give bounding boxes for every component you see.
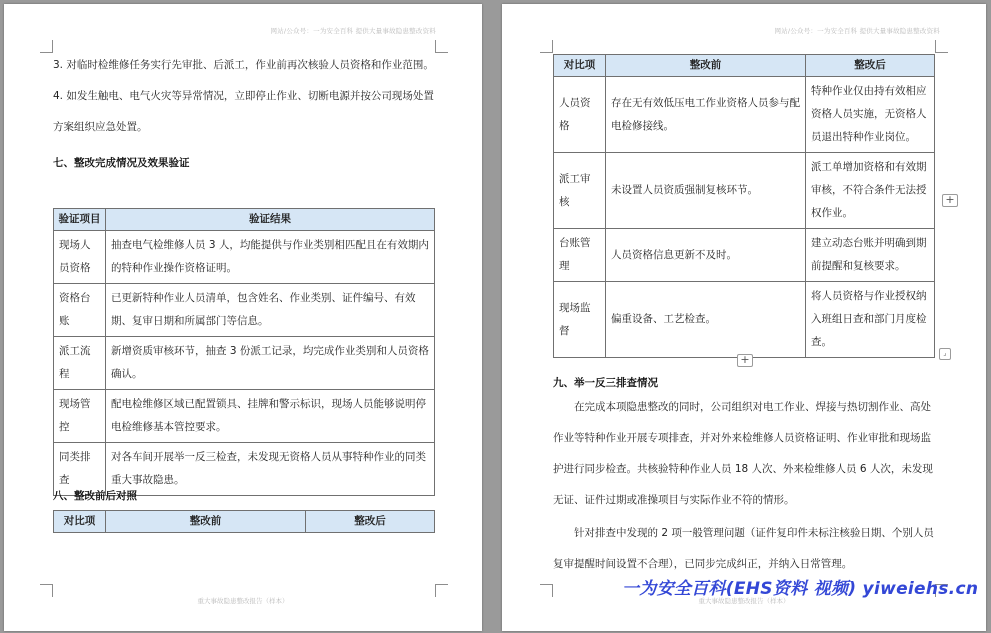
table-row bbox=[54, 390, 435, 443]
table-header-row bbox=[54, 511, 435, 533]
table-header-cell: 验证结果 bbox=[106, 209, 435, 231]
page-header: 网站/公众号：一为安全百科 提供大量事故隐患整改资料 bbox=[774, 27, 940, 35]
crop-mark bbox=[40, 40, 53, 53]
paragraph: 针对排查中发现的 2 项一般管理问题（证件复印件未标注核验日期、个别人员复审提醒时间设置不合理），已同步完成纠正，并纳入日常管理。 bbox=[553, 527, 934, 570]
table-row bbox=[554, 153, 935, 229]
section-heading: 七、整改完成情况及效果验证 bbox=[53, 157, 190, 169]
table-cell[interactable]: 人员资格 bbox=[554, 77, 606, 153]
table-cell[interactable]: 资格台账 bbox=[54, 284, 106, 337]
table-header-cell: 验证项目 bbox=[54, 209, 106, 231]
document-page-right bbox=[502, 4, 986, 631]
section-heading: 九、举一反三排查情况 bbox=[553, 377, 658, 389]
watermark-text: 一为安全百科(EHS资料 视频) yiweiehs.cn bbox=[622, 579, 979, 599]
table-cell[interactable]: 新增资质审核环节，抽查 3 份派工记录，均完成作业类别和人员资格确认。 bbox=[106, 337, 435, 390]
table-cell[interactable]: 现场监督 bbox=[554, 282, 606, 358]
paragraph: 4. 如发生触电、电气火灾等异常情况，立即停止作业、切断电源并按公司现场处置方案组织应急处置。 bbox=[53, 90, 434, 133]
body-text[interactable] bbox=[53, 50, 441, 170]
table-header-cell: 整改后 bbox=[806, 55, 935, 77]
plus-icon[interactable]: + bbox=[737, 354, 753, 367]
table-cell[interactable]: 未设置人员资质强制复核环节。 bbox=[606, 153, 806, 229]
table-cell[interactable]: 特种作业仅由持有效相应资格人员实施，无资格人员退出特种作业岗位。 bbox=[806, 77, 935, 153]
table-header-cell: 整改后 bbox=[306, 511, 435, 533]
document-page-left bbox=[4, 4, 482, 631]
table-row bbox=[54, 231, 435, 284]
table-cell[interactable]: 同类排查 bbox=[54, 443, 106, 496]
section-heading: 八、整改前后对照 bbox=[53, 490, 137, 502]
table-header-cell: 整改前 bbox=[606, 55, 806, 77]
table-cell[interactable]: 派工单增加资格和有效期审核，不符合条件无法授权作业。 bbox=[806, 153, 935, 229]
table-cell[interactable]: 将人员资格与作业授权纳入班组日查和部门月度检查。 bbox=[806, 282, 935, 358]
table-cell[interactable]: 对各车间开展举一反三检查，未发现无资格人员从事特种作业的同类重大事故隐患。 bbox=[106, 443, 435, 496]
corner-handle-icon[interactable]: ⌟ bbox=[939, 348, 951, 360]
table-row bbox=[54, 284, 435, 337]
table-cell[interactable]: 现场人员资格 bbox=[54, 231, 106, 284]
table-cell[interactable]: 偏重设备、工艺检查。 bbox=[606, 282, 806, 358]
table-header-cell: 对比项 bbox=[554, 55, 606, 77]
table-cell[interactable]: 人员资格信息更新不及时。 bbox=[606, 229, 806, 282]
paragraph: 3. 对临时检维修任务实行先审批、后派工，作业前再次核验人员资格和作业范围。 bbox=[53, 59, 434, 71]
verification-table[interactable] bbox=[53, 208, 435, 496]
crop-mark bbox=[540, 40, 553, 53]
table-row bbox=[554, 282, 935, 358]
table-row bbox=[54, 337, 435, 390]
table-row bbox=[554, 229, 935, 282]
table-cell[interactable]: 已更新特种作业人员清单，包含姓名、作业类别、证件编号、有效期、复审日期和所属部门等信息。 bbox=[106, 284, 435, 337]
paragraph: 在完成本项隐患整改的同时，公司组织对电工作业、焊接与热切割作业、高处作业等特种作业开展专项排查，并对外来检维修人员资格证明、作业审批和现场监护进行同步检查。共核验特种作业人员 18 人次、外来检维修人员 6 人次，未发现无证、证件过期或准操项目与实际作业不符的情形。 bbox=[553, 401, 933, 506]
table-cell[interactable]: 现场管控 bbox=[54, 390, 106, 443]
table-header-row bbox=[54, 209, 435, 231]
page-header: 网站/公众号：一为安全百科 提供大量事故隐患整改资料 bbox=[270, 27, 436, 35]
table-cell[interactable]: 派工审核 bbox=[554, 153, 606, 229]
page-footer: 重大事故隐患整改报告（样本） bbox=[197, 597, 289, 605]
table-cell[interactable]: 存在无有效低压电工作业资格人员参与配电检修接线。 bbox=[606, 77, 806, 153]
table-cell[interactable]: 配电检维修区域已配置锁具、挂牌和警示标识，现场人员能够说明停电检维修基本管控要求。 bbox=[106, 390, 435, 443]
crop-mark bbox=[935, 40, 948, 53]
table-cell[interactable]: 抽查电气检维修人员 3 人，均能提供与作业类别相匹配且在有效期内的特种作业操作资格证明。 bbox=[106, 231, 435, 284]
table-cell[interactable]: 台账管理 bbox=[554, 229, 606, 282]
page-footer: 重大事故隐患整改报告（样本） bbox=[698, 597, 790, 605]
plus-icon[interactable]: + bbox=[942, 194, 958, 207]
body-text[interactable] bbox=[553, 375, 939, 580]
table-header-row bbox=[554, 55, 935, 77]
table-row bbox=[554, 77, 935, 153]
comparison-table[interactable] bbox=[553, 54, 935, 358]
table-cell[interactable]: 建立动态台账并明确到期前提醒和复核要求。 bbox=[806, 229, 935, 282]
table-header-cell: 对比项 bbox=[54, 511, 106, 533]
table-cell[interactable]: 派工流程 bbox=[54, 337, 106, 390]
comparison-table-header[interactable] bbox=[53, 510, 435, 533]
table-header-cell: 整改前 bbox=[106, 511, 306, 533]
